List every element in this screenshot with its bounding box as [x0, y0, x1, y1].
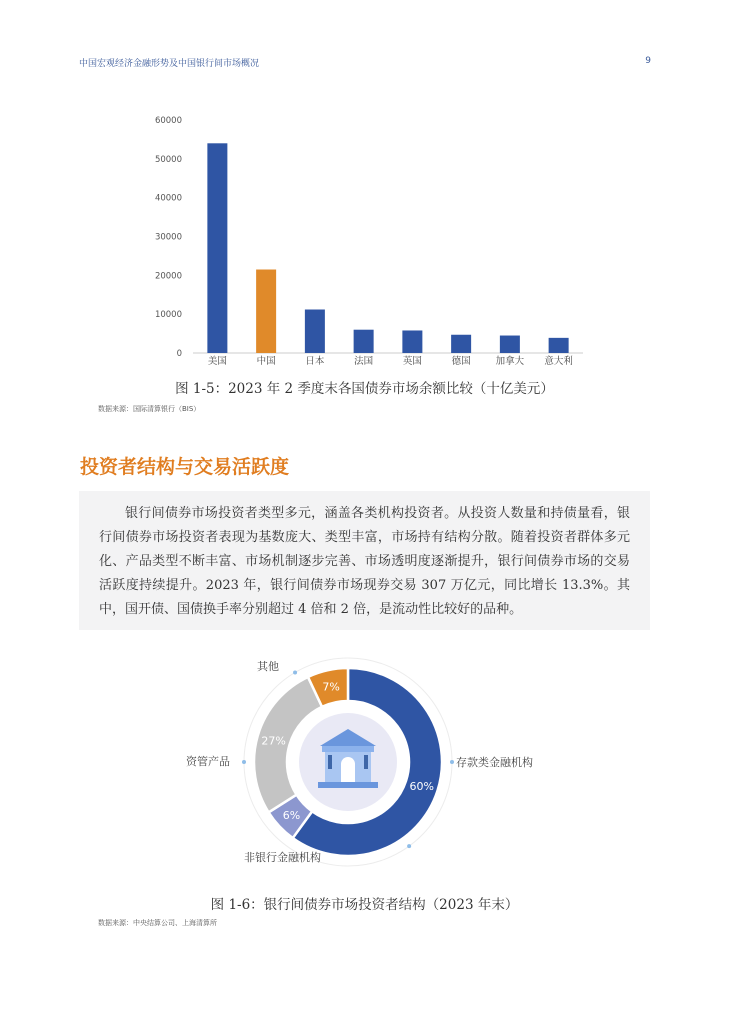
x-tick-label: 法国: [354, 356, 374, 367]
label-marker-dot: [407, 844, 411, 848]
label-marker-dot: [293, 670, 297, 674]
y-tick-label: 50000: [154, 154, 182, 165]
category-label: 存款类金融机构: [456, 756, 533, 769]
label-marker-dot: [242, 760, 246, 764]
category-label: 其他: [257, 660, 279, 673]
section-title: 投资者结构与交易活跃度: [80, 456, 290, 478]
figure-1-5-source: 数据来源：国际清算银行（BIS）: [98, 405, 201, 413]
figure-1-5-caption: 图 1-5：2023 年 2 季度末各国债券市场余额比较（十亿美元）: [175, 381, 554, 397]
category-label: 资管产品: [186, 755, 230, 768]
y-tick-label: 30000: [154, 232, 182, 243]
bar: [256, 270, 276, 353]
x-tick-label: 加拿大: [495, 356, 525, 367]
bar: [402, 330, 422, 353]
y-tick-label: 20000: [154, 271, 182, 282]
figure-1-6-caption: 图 1-6：银行间债券市场投资者结构（2023 年末）: [210, 897, 519, 913]
page-number: 9: [645, 56, 651, 66]
running-header-title: 中国宏观经济金融形势及中国银行间市场概况: [79, 59, 260, 69]
bar: [354, 330, 374, 353]
section-paragraph: 银行间债券市场投资者类型多元，涵盖各类机构投资者。从投资人数量和持债量看，银行间债券市场投资者表现为基数庞大、类型丰富，市场持有结构分散。随着投资者群体多元化、产品类型不断丰富、市场机制逐步完善、市场透明度逐渐提升，银行间债券市场的交易活跃度持续提升。2023 年，银行间债券市场现券交易 307 万亿元，同比增长 13.3%。其中，国开债、国债换手率分别超过 4 倍和 2 倍，是流动性比较好的品种。: [99, 506, 630, 617]
slice-value-label: 7%: [322, 680, 340, 694]
x-tick-label: 德国: [451, 356, 471, 367]
investor-structure-donut-chart: [170, 650, 550, 875]
figure-1-6-source: 数据来源：中央结算公司、上海清算所: [98, 919, 217, 927]
paragraph-box: [79, 491, 650, 630]
bar: [500, 336, 520, 353]
y-tick-label: 0: [176, 349, 182, 359]
x-tick-label: 日本: [305, 356, 325, 367]
bond-market-bar-chart: [140, 108, 600, 368]
x-tick-label: 英国: [402, 356, 422, 367]
slice-value-label: 60%: [409, 779, 434, 793]
category-label: 非银行金融机构: [244, 851, 321, 864]
bar: [207, 143, 227, 353]
x-tick-label: 美国: [207, 356, 227, 367]
x-tick-label: 意大利: [544, 356, 573, 367]
slice-value-label: 27%: [261, 734, 286, 748]
y-tick-label: 10000: [154, 310, 182, 321]
bar: [549, 338, 569, 353]
bar: [305, 310, 325, 353]
y-tick-label: 40000: [154, 193, 182, 204]
bar: [451, 335, 471, 353]
label-marker-dot: [450, 760, 454, 764]
slice-value-label: 6%: [282, 809, 301, 823]
y-tick-label: 60000: [154, 116, 182, 126]
x-tick-label: 中国: [256, 356, 276, 367]
